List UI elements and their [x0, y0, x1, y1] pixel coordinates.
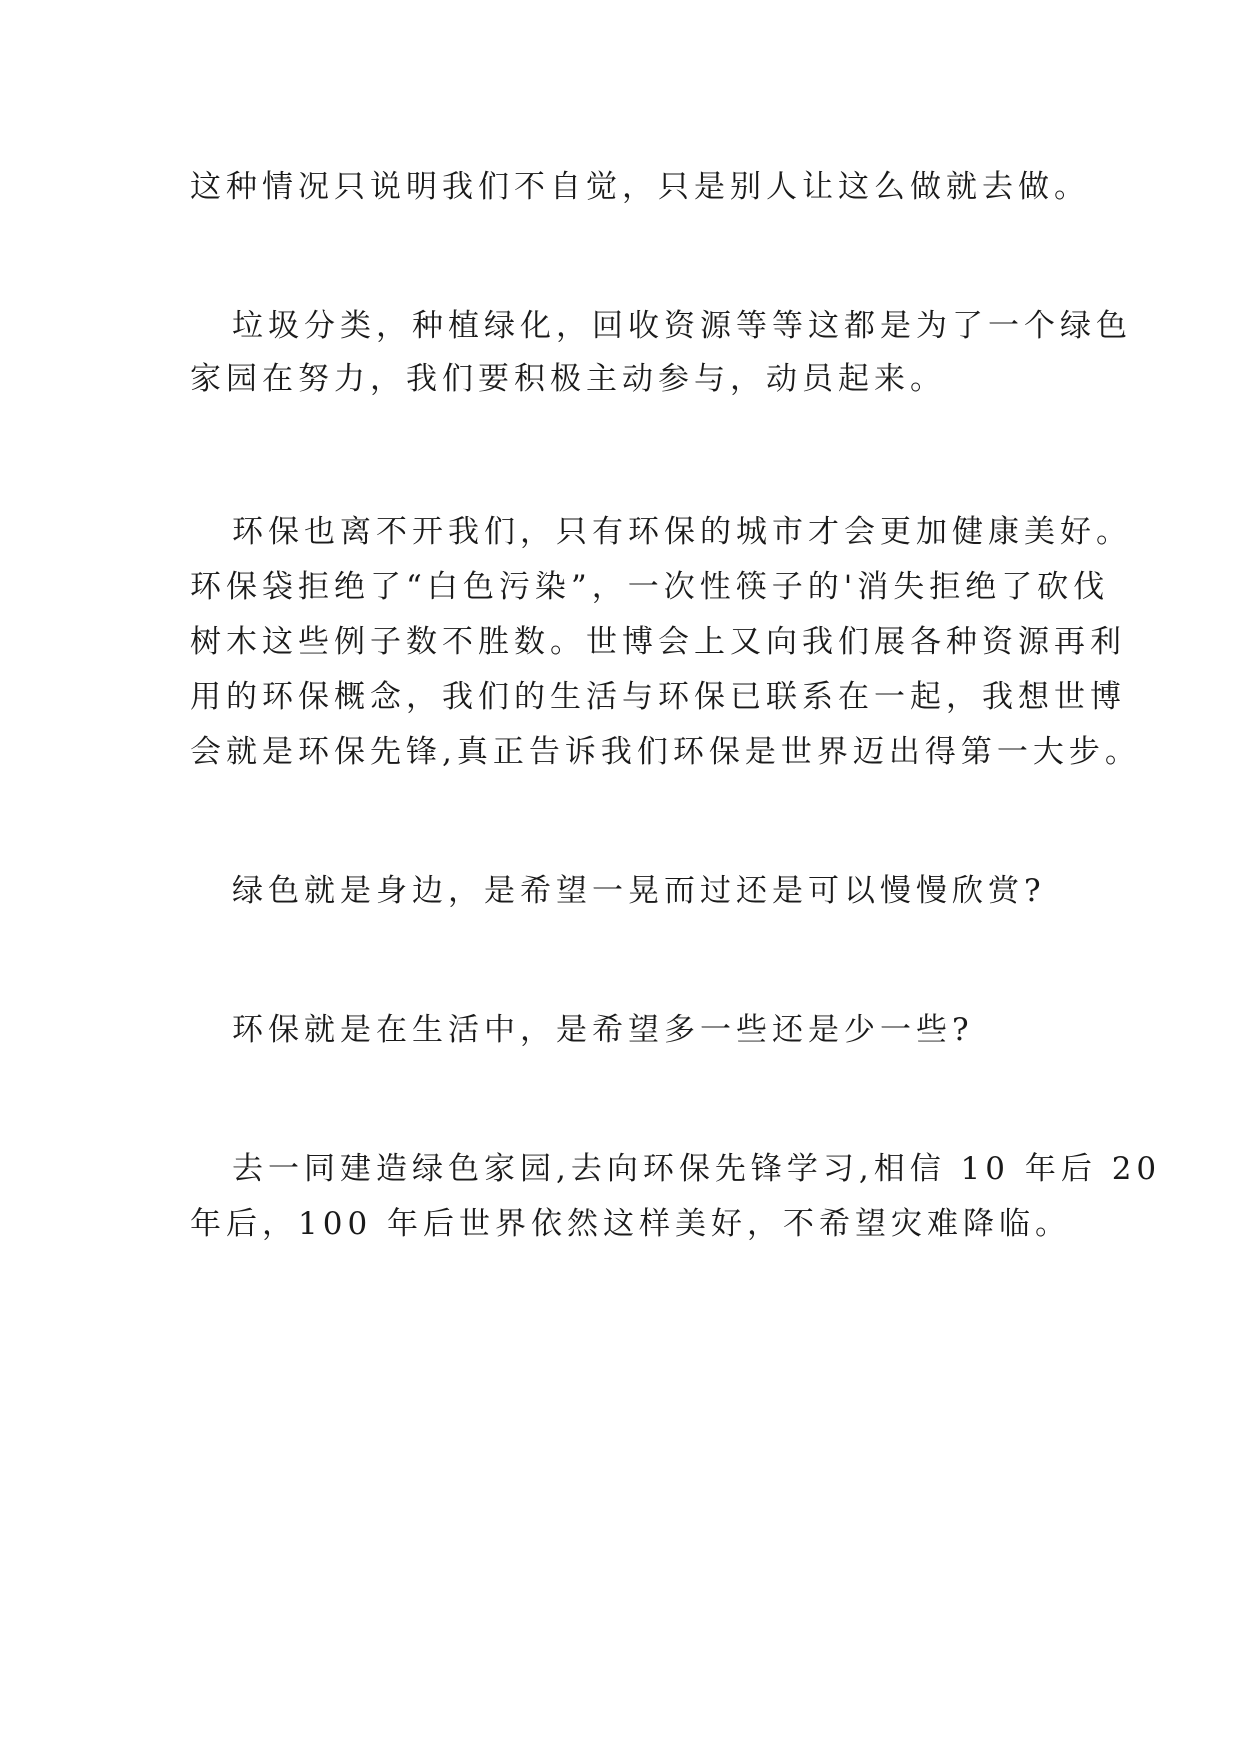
text-line: 垃圾分类，种植绿化，回收资源等等这都是为了一个绿色: [232, 308, 1132, 344]
text-line: 用的环保概念，我们的生活与环保已联系在一起，我想世博: [190, 679, 1126, 715]
text-line: 去一同建造绿色家园,去向环保先锋学习,相信 10 年后 20: [232, 1151, 1162, 1187]
text-line: 绿色就是身边，是希望一晃而过还是可以慢慢欣赏?: [232, 873, 1046, 909]
text-line: 家园在努力，我们要积极主动参与，动员起来。: [190, 361, 946, 397]
text-line: 树木这些例子数不胜数。世博会上又向我们展各种资源再利: [190, 624, 1126, 660]
text-line: 环保也离不开我们，只有环保的城市才会更加健康美好。: [232, 514, 1132, 550]
text-line: 年后，100 年后世界依然这样美好，不希望灾难降临。: [190, 1206, 1072, 1242]
text-line: 环保袋拒绝了“白色污染”，一次性筷子的'消失拒绝了砍伐: [190, 569, 1110, 605]
text-line: 这种情况只说明我们不自觉，只是别人让这么做就去做。: [190, 169, 1090, 205]
text-line: 环保就是在生活中，是希望多一些还是少一些?: [232, 1012, 974, 1048]
text-line: 会就是环保先锋,真正告诉我们环保是世界迈出得第一大步。: [190, 734, 1141, 770]
